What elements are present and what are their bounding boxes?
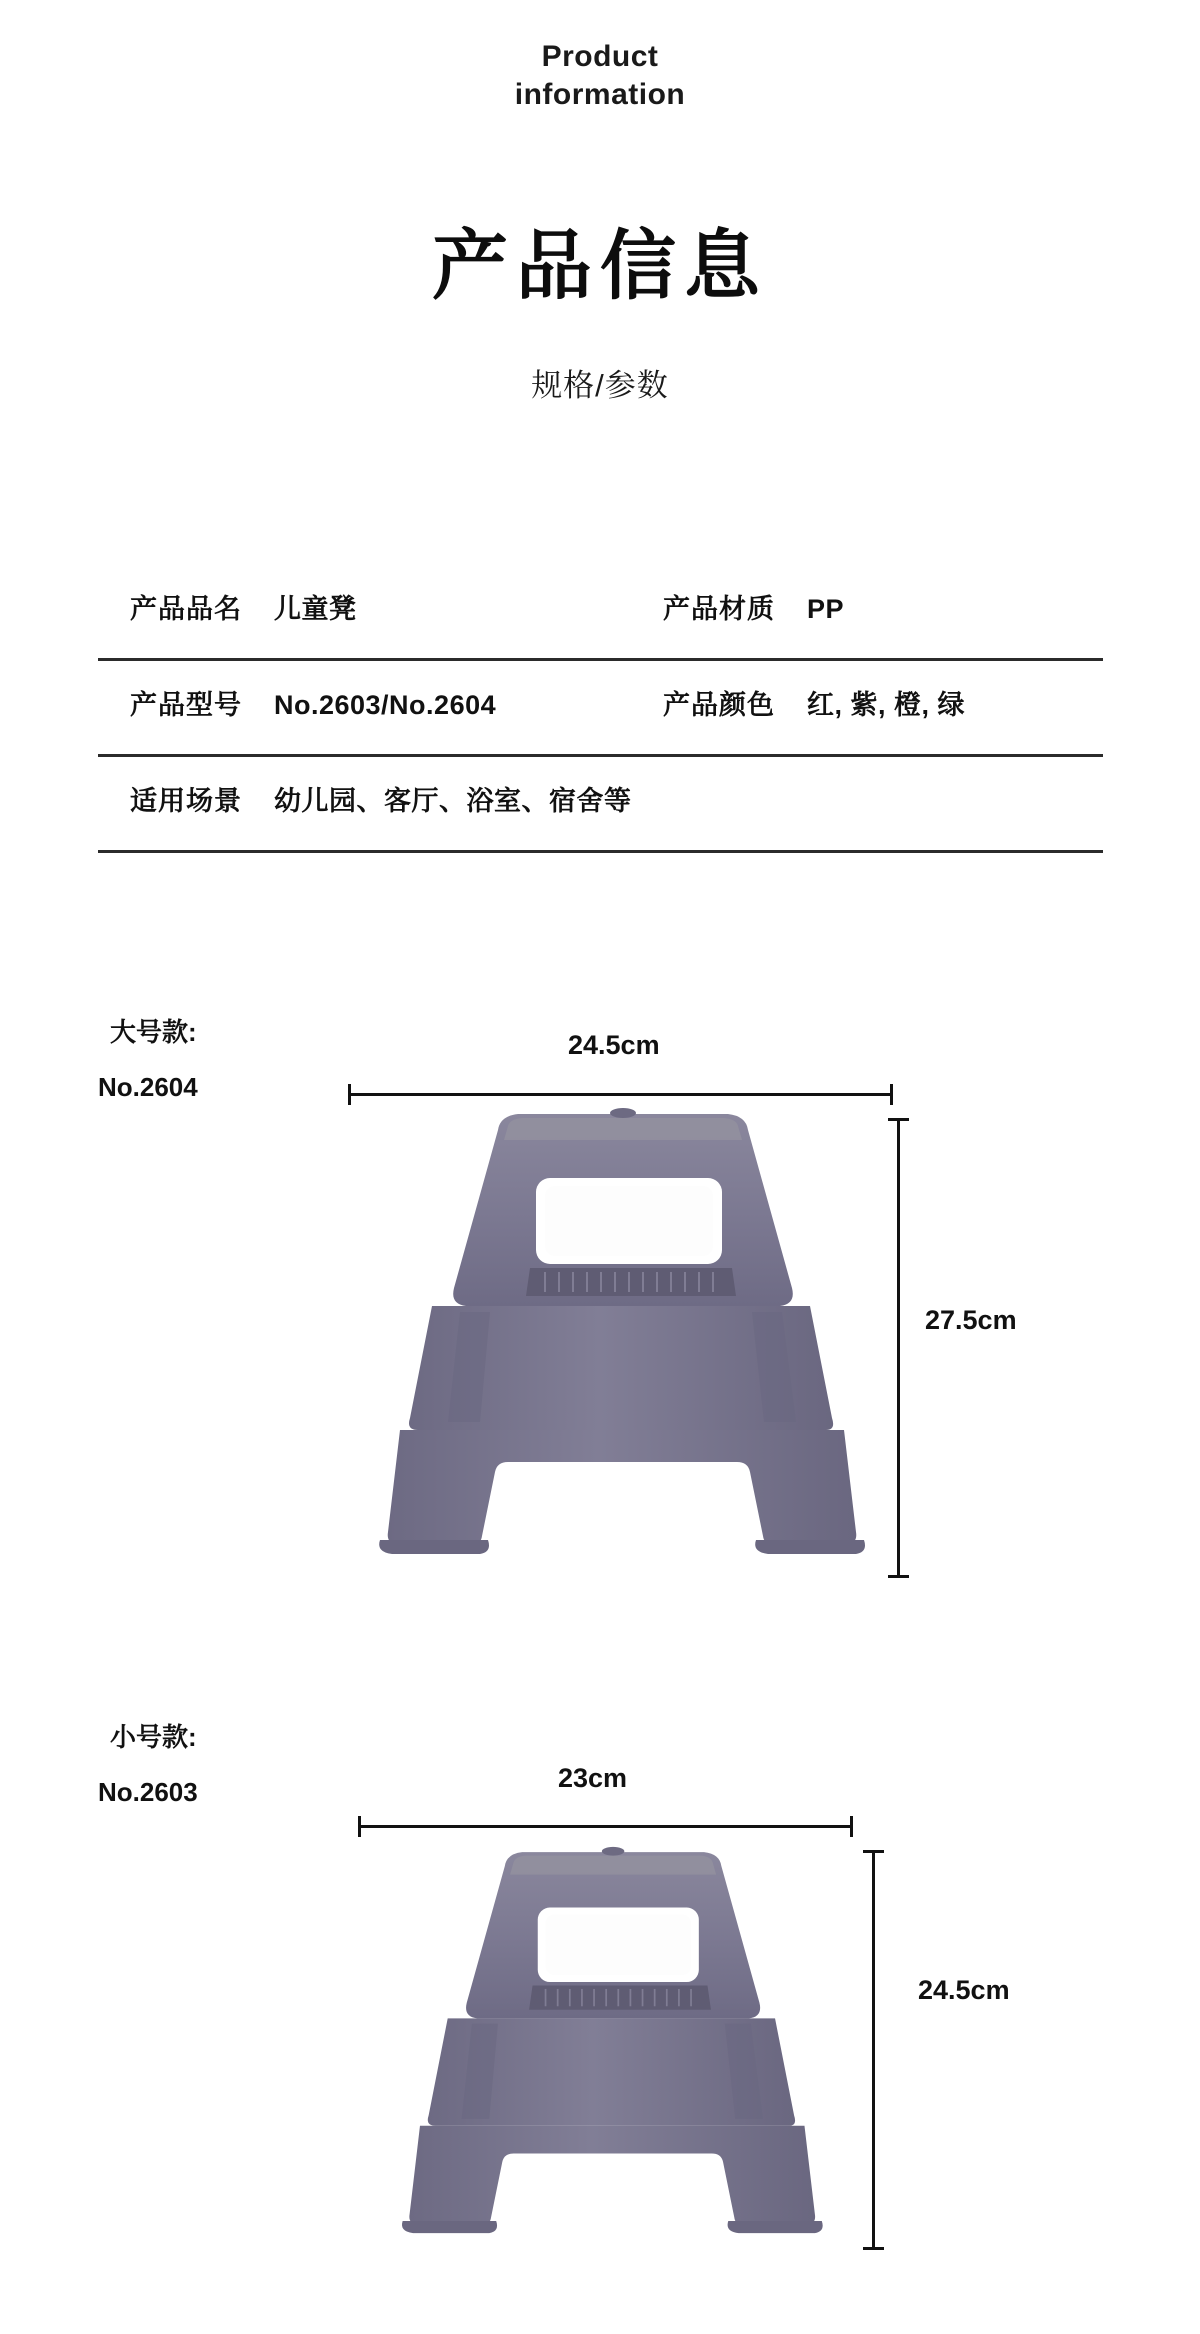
spec-label: 产品型号 (130, 690, 242, 720)
spec-cell-material (663, 587, 844, 626)
spec-label: 适用场景 (130, 786, 242, 816)
english-title-line2: information (514, 77, 686, 111)
spec-table (98, 565, 1103, 853)
product-small-model (98, 1770, 198, 1816)
product-small-width-line (358, 1825, 853, 1828)
stool-image-large (340, 1100, 900, 1585)
stool-image-small (358, 1840, 863, 2260)
page-subtitle: 规格/参数 (531, 368, 669, 403)
product-large-size-tag (110, 1010, 197, 1056)
product-large-width-label: 24.5cm (568, 1030, 660, 1060)
table-row (98, 757, 1103, 853)
product-small-height-line (872, 1850, 875, 2250)
model-text: No.2603 (98, 1777, 198, 1807)
product-large-model (98, 1065, 198, 1111)
english-title-line1: Product (541, 40, 659, 73)
spec-value: No.2603/No.2604 (274, 690, 497, 720)
spec-value: 幼儿园、客厅、浴室、宿舍等 (274, 786, 632, 816)
spec-label: 产品品名 (130, 594, 242, 624)
spec-cell-color (663, 683, 965, 722)
size-tag-text: 小号款: (110, 1722, 197, 1752)
table-divider (98, 850, 1103, 853)
english-title (0, 38, 1200, 113)
spec-value: 红, 紫, 橙, 绿 (807, 690, 966, 720)
size-tag-text: 大号款: (110, 1017, 197, 1047)
spec-value: PP (807, 594, 845, 624)
spec-value: 儿童凳 (274, 594, 357, 624)
spec-cell-model (130, 683, 496, 722)
product-small-size-tag (110, 1715, 197, 1761)
spec-label: 产品材质 (663, 594, 775, 624)
product-small-height-label: 24.5cm (918, 1975, 1010, 2005)
product-large-width-line (348, 1093, 893, 1096)
spec-cell-product-name (130, 587, 357, 626)
product-large-height-label: 27.5cm (925, 1305, 1017, 1335)
product-small-width-label: 23cm (558, 1763, 628, 1793)
table-row (98, 661, 1103, 757)
table-row (98, 565, 1103, 661)
spec-cell-scene (130, 779, 632, 818)
spec-label: 产品颜色 (663, 690, 775, 720)
page-title: 产品信息 (432, 224, 768, 309)
model-text: No.2604 (98, 1072, 198, 1102)
